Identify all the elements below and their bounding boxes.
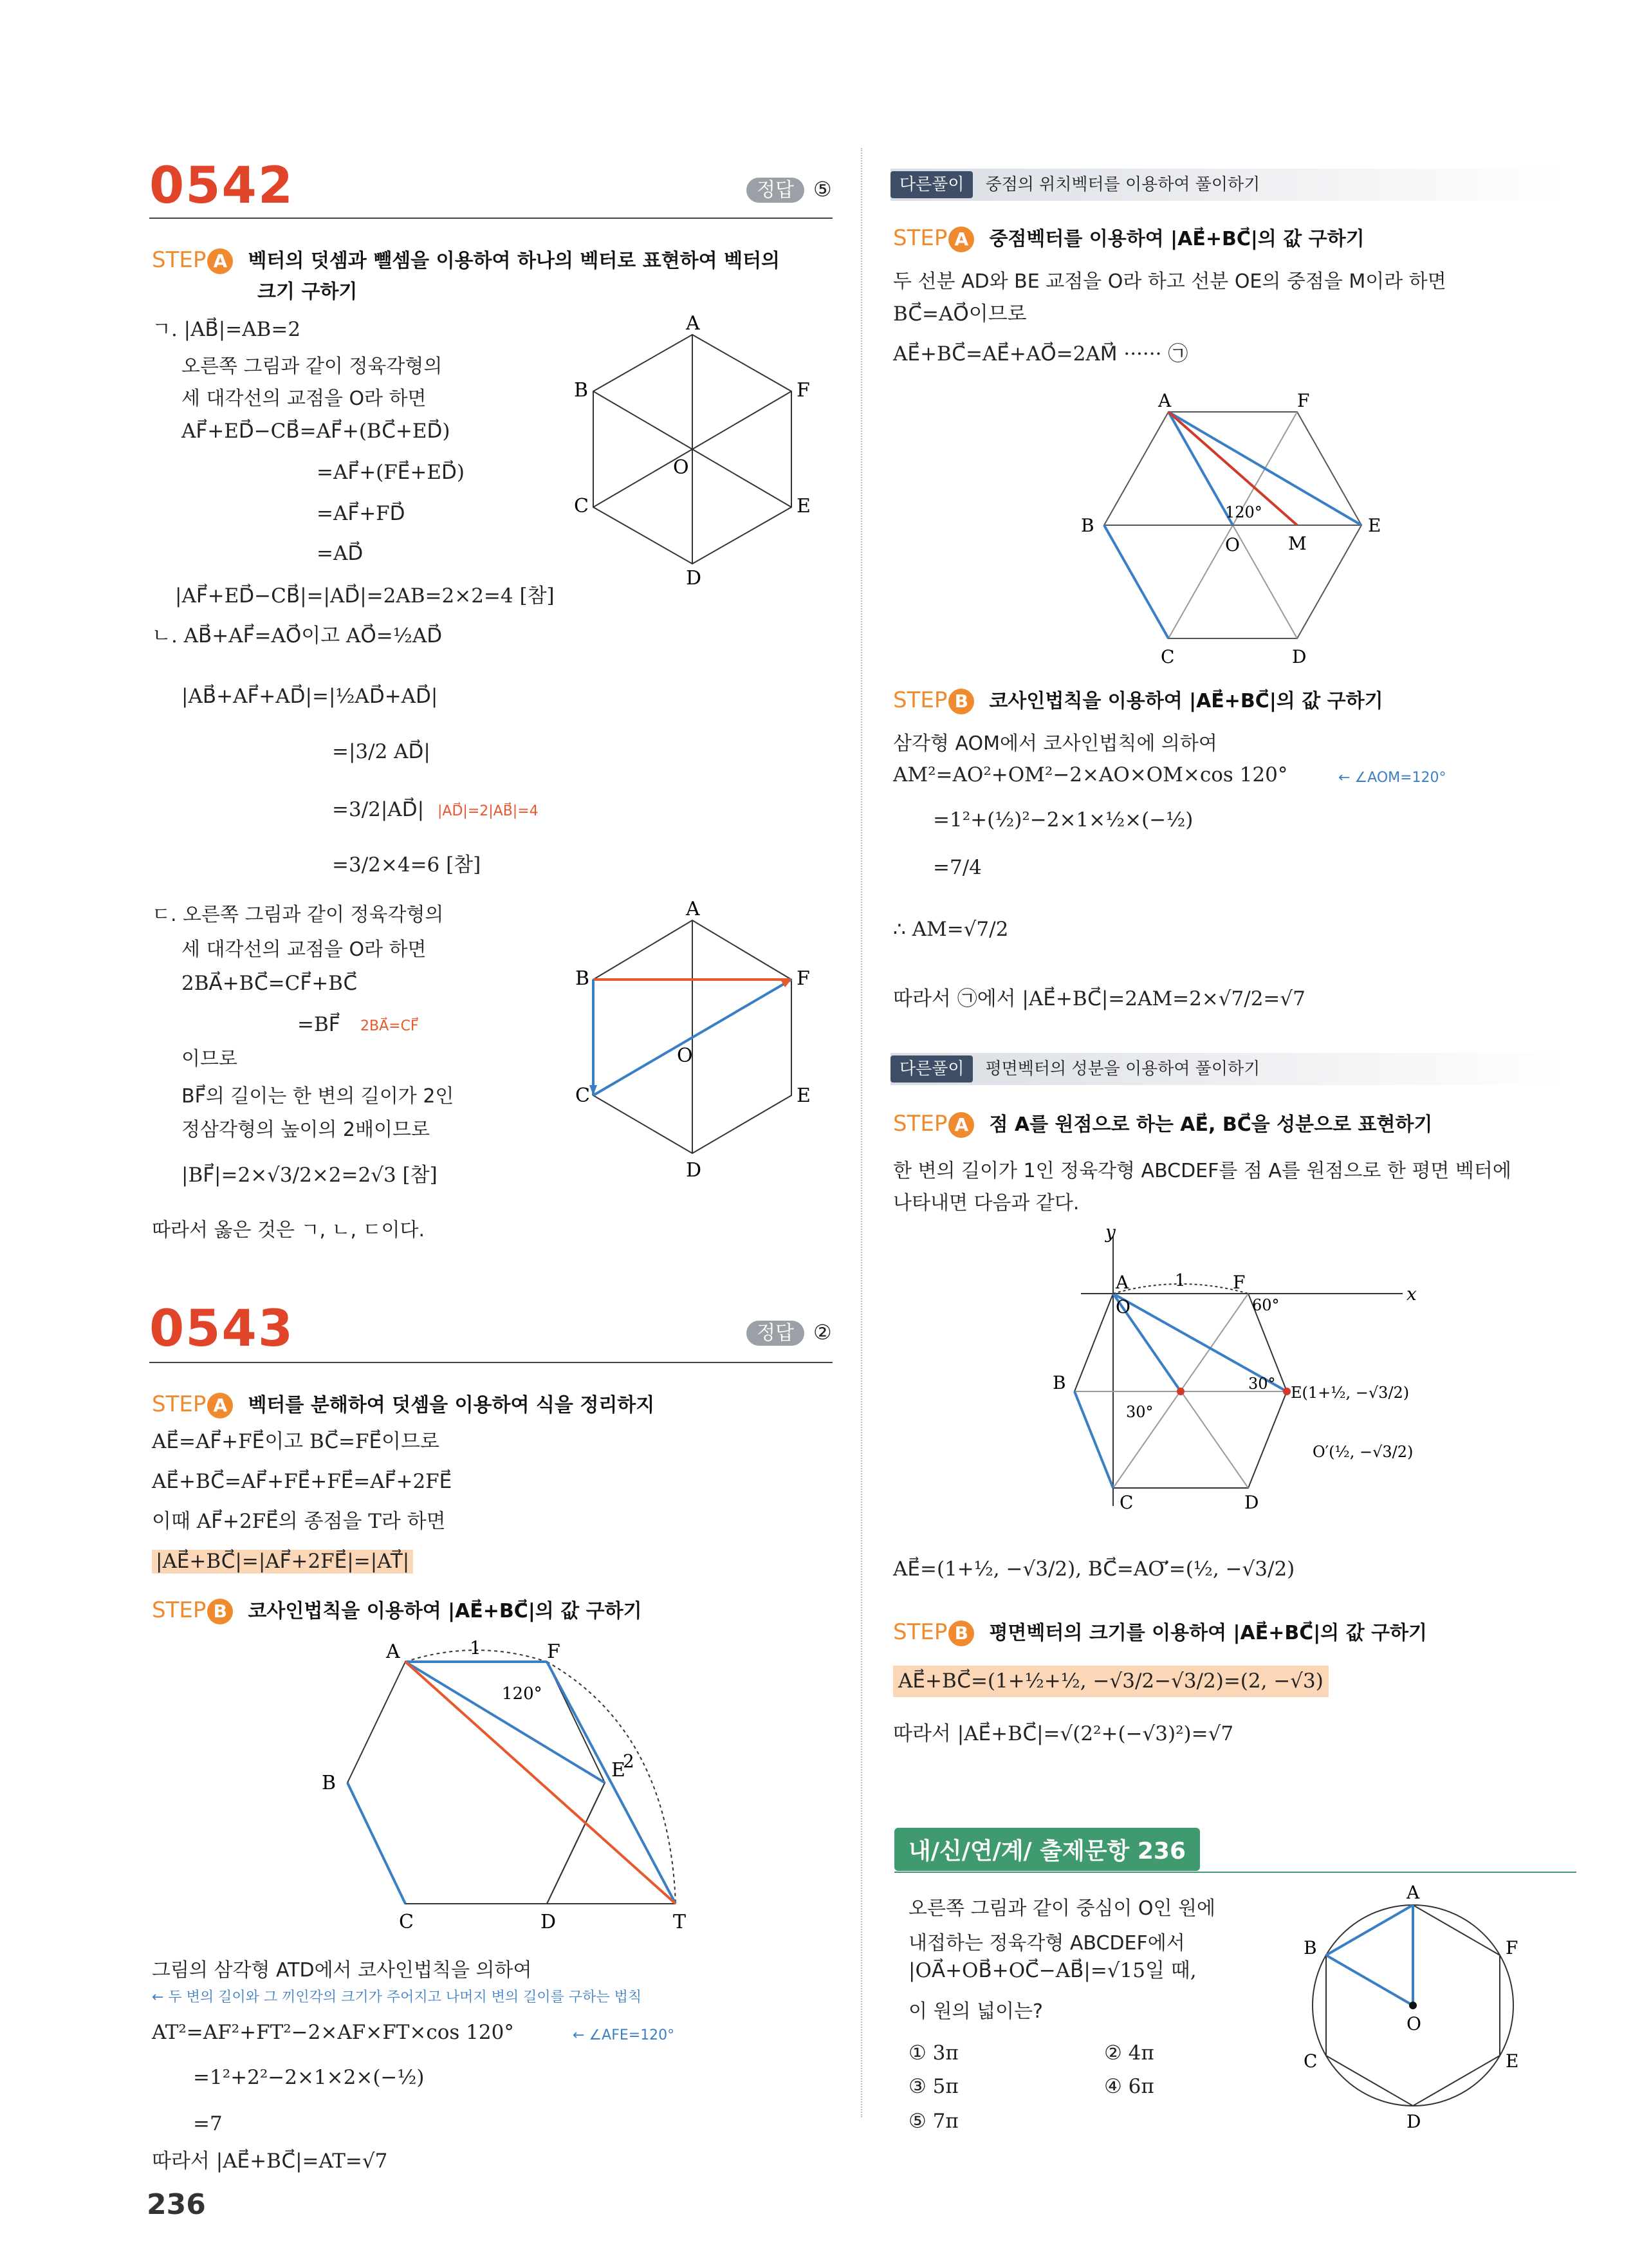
label-d: D [1292, 646, 1307, 667]
equation: |AB⃗+AF⃗+AD⃗|=|½AD⃗+AD⃗| [181, 685, 438, 708]
label-a: A [686, 315, 700, 335]
equation: =|3/2 AD⃗| [332, 740, 430, 763]
text-line: 정삼각형의 높이의 2배이므로 [181, 1119, 430, 1141]
line-ㄷ: ㄷ. 오른쪽 그림과 같이 정육각형의 [152, 904, 444, 926]
highlight-equation: |AE⃗+BC⃗|=|AF⃗+2FE⃗|=|AT⃗| [152, 1550, 413, 1574]
equation: |OA⃗+OB⃗+OC⃗−AB⃗|=√15일 때, [909, 1959, 1197, 1982]
label-d: D [686, 1159, 702, 1182]
hexagon-figure-1 [566, 315, 824, 586]
hexagon-figure-3 [309, 1635, 721, 1944]
step-label: STEP A [152, 247, 233, 273]
text-line: 이므로 [181, 1048, 237, 1070]
text-line: 두 선분 AD와 BE 교점을 O라 하고 선분 OE의 중점을 M이라 하면 [893, 270, 1446, 293]
label-d: D [1244, 1492, 1259, 1513]
equation: |AF⃗+ED⃗−CB⃗|=|AD⃗|=2AB=2×2=4 [참] [175, 584, 555, 608]
step-label: STEP A [152, 1391, 233, 1417]
equation: =3/2|AD⃗| [332, 798, 425, 821]
conclusion: 따라서 |AE⃗+BC⃗|=AT=√7 [152, 2150, 388, 2173]
naesin-rule [894, 1872, 1576, 1873]
answer-value: ② [813, 1320, 832, 1344]
label-e-coord: E(1+½, −√3/2) [1291, 1384, 1410, 1402]
step-b-0543 [152, 1595, 642, 1624]
text-line: 내접하는 정육각형 ABCDEF에서 [909, 1932, 1185, 1955]
equation: BC⃗=AO⃗이므로 [893, 302, 1027, 326]
label-t: T [673, 1911, 687, 1933]
label-o: O [673, 456, 689, 479]
step-b-alt2 [893, 1617, 1427, 1646]
text-line: 세 대각선의 교점을 O라 하면 [181, 938, 427, 961]
hexagon-figure-2 [566, 901, 824, 1184]
text-line: 한 변의 길이가 1인 정육각형 ABCDEF를 점 A를 원점으로 한 평면 벡터에 [893, 1160, 1511, 1182]
label-o: O [677, 1045, 693, 1067]
conclusion: 따라서 ㉠에서 |AE⃗+BC⃗|=2AM=2×√7/2=√7 [893, 987, 1305, 1010]
label-c: C [575, 1084, 590, 1107]
label-f: F [1297, 390, 1310, 411]
label-b: B [1304, 1937, 1317, 1958]
equation: 이때 AF⃗+2FE⃗의 종점을 T라 하면 [152, 1510, 446, 1533]
equation: =AF⃗+FD⃗ [317, 502, 405, 525]
equation: =3/2×4=6 [참] [332, 853, 481, 877]
label-b: B [575, 967, 590, 990]
label-a: A [1407, 1882, 1420, 1903]
label-f: F [1506, 1937, 1518, 1958]
text-line: 삼각형 AOM에서 코사인법칙에 의하여 [893, 732, 1217, 755]
label-b: B [1081, 515, 1094, 536]
label-b: B [1053, 1372, 1066, 1393]
problem-number-0542: 0542 [149, 157, 295, 215]
note-angle: ← ∠AOM=120° [1338, 770, 1446, 786]
equation: AE⃗+BC⃗=AF⃗+FE⃗+FE⃗=AF⃗+2FE⃗ [152, 1470, 452, 1493]
label-c: C [1161, 646, 1175, 667]
text-line: 오른쪽 그림과 같이 정육각형의 [181, 355, 443, 378]
label-e: E [797, 1084, 811, 1107]
column-divider [861, 148, 862, 2117]
answer-box-0543 [746, 1317, 832, 1345]
label-f: F [1233, 1272, 1246, 1293]
angle-label: 120° [1225, 503, 1262, 521]
choice-1[interactable]: ① 3π [909, 2041, 959, 2065]
divider-rule [149, 218, 833, 219]
label-a: A [386, 1641, 400, 1663]
label-one: 1 [1175, 1271, 1186, 1290]
label-m: M [1288, 533, 1307, 554]
answer-box-0542 [746, 174, 832, 202]
angle-60: 60° [1252, 1296, 1280, 1314]
label-e: E [1506, 2050, 1519, 2072]
choice-2[interactable]: ② 4π [1104, 2041, 1154, 2065]
label-two: 2 [623, 1751, 634, 1772]
equation: =BF⃗ [297, 1013, 340, 1036]
note-ad-length: |AD⃗|=2|AB⃗|=4 [438, 803, 539, 819]
text-line: 나타내면 다음과 같다. [893, 1192, 1080, 1214]
label-c: C [1304, 2050, 1318, 2072]
step-label: STEP B [893, 687, 974, 713]
step-a-0543 [152, 1389, 654, 1418]
label-d: D [686, 567, 702, 586]
label-a: A [1158, 390, 1172, 411]
step-label: STEP A [893, 225, 974, 251]
label-c: C [1120, 1492, 1134, 1513]
highlight-equation: AE⃗+BC⃗=(1+½+½, −√3/2−√3/2)=(2, −√3) [893, 1666, 1329, 1697]
step-title: 코사인법칙을 이용하여 |AE⃗+BC⃗|의 값 구하기 [248, 1600, 642, 1622]
equation: AE⃗=AF⃗+FE⃗이고 BC⃗=FE⃗이므로 [152, 1430, 439, 1453]
label-y: y [1105, 1223, 1116, 1243]
step-a-0542 [152, 245, 780, 274]
equation: ∴ AM=√7/2 [893, 918, 1009, 941]
components: AE⃗=(1+½, −√3/2), BC⃗=AO′⃗=(½, −√3/2) [893, 1557, 1295, 1581]
label-o: O [1225, 534, 1240, 555]
alt-tag: 다른풀이 [890, 171, 973, 198]
alt-tag: 다른풀이 [890, 1055, 973, 1083]
label-b: B [574, 379, 589, 402]
label-e: E [797, 495, 811, 517]
step-a-alt1 [893, 223, 1365, 252]
label-e: E [1368, 515, 1381, 536]
label-d: D [540, 1911, 557, 1933]
text-line: 그림의 삼각형 ATD에서 코사인법칙을 의하여 [152, 1959, 532, 1982]
text-line: 이 원의 넓이는? [909, 2000, 1043, 2023]
angle-label: 120° [502, 1684, 542, 1704]
equation: =1²+2²−2×1×2×(−½) [193, 2066, 425, 2089]
equation: 2BA⃗+BC⃗=CF⃗+BC⃗ [181, 972, 358, 995]
note-law: ← 두 변의 길이와 그 끼인각의 크기가 주어지고 나머지 변의 길이를 구하는 법칙 [152, 1989, 642, 2005]
step-label: STEP B [152, 1597, 233, 1623]
line-ㄴ: ㄴ. AB⃗+AF⃗=AO⃗이고 AO⃗=½AD⃗ [152, 624, 443, 647]
step-title: 점 A를 원점으로 하는 AE⃗, BC⃗을 성분으로 표현하기 [989, 1113, 1433, 1136]
alt-title: 중점의 위치벡터를 이용하여 풀이하기 [985, 175, 1260, 194]
page-number: 236 [147, 2188, 206, 2221]
note-angle: ← ∠AFE=120° [573, 2027, 675, 2043]
conclusion: 따라서 |AE⃗+BC⃗|=√(2²+(−√3)²)=√7 [893, 1722, 1234, 1745]
answer-tag: 정답 [746, 178, 804, 203]
equation: =7/4 [933, 856, 982, 879]
choice-3[interactable]: ③ 5π [909, 2075, 959, 2098]
label-d: D [1407, 2111, 1421, 2132]
circle-hexagon-figure [1287, 1879, 1544, 2137]
label-one: 1 [470, 1637, 481, 1659]
text-line: 오른쪽 그림과 같이 중심이 O인 원에 [909, 1897, 1216, 1920]
choice-4[interactable]: ④ 6π [1104, 2075, 1154, 2098]
label-b: B [322, 1772, 337, 1794]
equation: AF⃗+ED⃗−CB⃗=AF⃗+(BC⃗+ED⃗) [181, 420, 450, 443]
equation: |BF⃗|=2×√3/2×2=2√3 [참] [181, 1164, 438, 1187]
text-line: BF⃗의 길이는 한 변의 길이가 2인 [181, 1085, 454, 1108]
equation: =1²+(½)²−2×1×½×(−½) [933, 808, 1194, 832]
equation: =AF⃗+(FE⃗+ED⃗) [317, 461, 465, 484]
answer-tag: 정답 [746, 1321, 804, 1346]
step-b-alt1 [893, 685, 1383, 714]
text-line: 세 대각선의 교점을 O라 하면 [181, 387, 427, 410]
equation: AT²=AF²+FT²−2×AF×FT×cos 120° [152, 2021, 514, 2044]
label-a: A [686, 901, 700, 920]
angle-30b: 30° [1126, 1403, 1154, 1421]
naesin-title: 내/신/연/계/ 출제문항 236 [894, 1828, 1200, 1871]
problem-number-0543: 0543 [149, 1300, 295, 1358]
label-c: C [574, 495, 589, 517]
step-a-alt2 [893, 1108, 1432, 1138]
label-f: F [797, 379, 810, 402]
conclusion: 따라서 옳은 것은 ㄱ, ㄴ, ㄷ이다. [152, 1219, 425, 1241]
step-label: STEP B [893, 1619, 974, 1645]
step-title: 벡터를 분해하여 덧셈을 이용하여 식을 정리하지 [248, 1394, 655, 1417]
label-o: O [1407, 2013, 1421, 2034]
angle-30: 30° [1248, 1375, 1276, 1393]
answer-value: ⑤ [813, 177, 832, 201]
divider-rule [149, 1362, 833, 1363]
label-oprime: O′(½, −√3/2) [1313, 1443, 1414, 1461]
label-origin: O [1116, 1296, 1130, 1317]
step-title: 벡터의 덧셈과 뺄셈을 이용하여 하나의 벡터로 표현하여 벡터의 [248, 250, 780, 272]
note-2ba: 2BA⃗=CF⃗ [360, 1018, 419, 1034]
equation: AM²=AO²+OM²−2×AO×OM×cos 120° [893, 763, 1288, 786]
line-ㄱ: ㄱ. |AB⃗|=AB=2 [152, 318, 301, 341]
step-title-cont: 크기 구하기 [257, 281, 358, 303]
equation: AE⃗+BC⃗=AE⃗+AO⃗=2AM⃗ ······ ㉠ [893, 342, 1188, 366]
label-e: E [611, 1759, 625, 1781]
label-a: A [1116, 1272, 1129, 1293]
label-c: C [399, 1911, 414, 1933]
label-f: F [797, 967, 810, 990]
step-title: 코사인법칙을 이용하여 |AE⃗+BC⃗|의 값 구하기 [989, 690, 1383, 712]
alt-solution-1 [890, 171, 1260, 195]
equation: =7 [193, 2112, 223, 2135]
choice-5[interactable]: ⑤ 7π [909, 2110, 959, 2133]
alt-title: 평면벡터의 성분을 이용하여 풀이하기 [985, 1059, 1260, 1079]
step-title: 평면벡터의 크기를 이용하여 |AE⃗+BC⃗|의 값 구하기 [989, 1622, 1427, 1644]
step-title: 중점벡터를 이용하여 |AE⃗+BC⃗|의 값 구하기 [989, 228, 1365, 250]
step-label: STEP A [893, 1111, 974, 1137]
hexagon-figure-4 [1068, 386, 1428, 682]
equation: =AD⃗ [317, 542, 364, 565]
label-f: F [547, 1641, 560, 1663]
alt-solution-2 [890, 1055, 1260, 1079]
label-x: x [1407, 1283, 1417, 1305]
coordinate-figure [1029, 1223, 1467, 1545]
